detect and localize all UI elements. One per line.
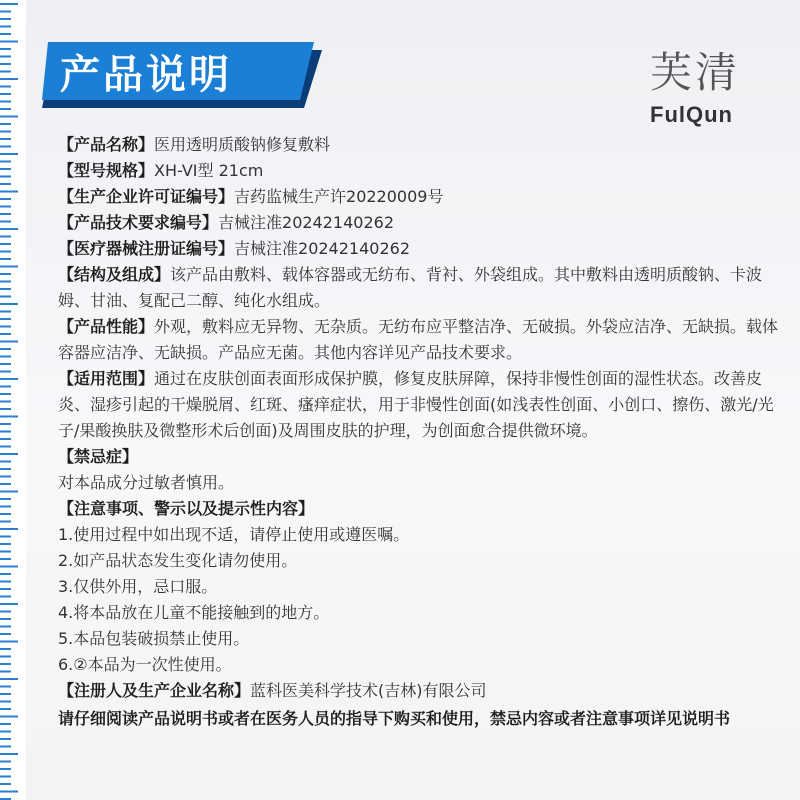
warning-item: 5.本品包装破损禁止使用。	[58, 629, 250, 648]
warnings-heading	[58, 496, 790, 522]
scope-row	[58, 366, 790, 444]
section-label: 【注册人及生产企业名称】	[58, 681, 251, 700]
section-label: 【医疗器械注册证编号】	[58, 239, 235, 258]
section-value: 吉械注准20242140262	[218, 213, 394, 232]
section-value: 医用透明质酸钠修复敷料	[154, 135, 331, 154]
structure-row	[58, 262, 790, 314]
ruler-ticks	[0, 0, 26, 800]
section-value: XH-VI型 21cm	[154, 161, 264, 180]
section-value: 吉械注准20242140262	[234, 239, 410, 258]
section-value: 蓝科医美科学技术(吉林)有限公司	[250, 681, 487, 700]
section-label: 【结构及组成】	[58, 265, 171, 284]
section-label: 【产品性能】	[58, 317, 155, 336]
logo-cn-text: 芙清	[650, 48, 741, 97]
ruler-decoration	[0, 0, 26, 800]
section-value: 通过在皮肤创面表面形成保护膜，修复皮肤屏障，保持非慢性创面的湿性状态。改善皮炎、湿疹引起的干燥脱屑、红斑、瘙痒症状，用于非慢性创面(如浅表性创面、小创口、擦伤、激光/光子/果酸换肤及微整形术后创面)及周围皮肤的护理，为创面愈合提供微环境。	[58, 369, 774, 440]
tech-req-row	[58, 210, 790, 236]
registration-row	[58, 236, 790, 262]
warning-item: 2.如产品状态发生变化请勿使用。	[58, 551, 298, 570]
logo-en-text: FulQun	[650, 102, 733, 127]
title-banner	[42, 40, 322, 110]
contraindication-text: 对本品成分过敏者慎用。	[58, 473, 235, 492]
section-label: 【产品名称】	[58, 135, 155, 154]
section-label: 【注意事项、警示以及提示性内容】	[58, 499, 315, 518]
section-label: 【产品技术要求编号】	[58, 213, 219, 232]
warning-item: 4.将本品放在儿童不能接触到的地方。	[58, 603, 330, 622]
page-title: 产品说明	[60, 52, 232, 98]
section-label: 【适用范围】	[58, 369, 155, 388]
section-value: 吉药监械生产许20220009号	[234, 187, 444, 206]
section-value: 该产品由敷料、载体容器或无纺布、背衬、外袋组成。其中敷料由透明质酸钠、卡波姆、甘油、复配己二醇、纯化水组成。	[58, 265, 763, 310]
warning-item: 6.②本品为一次性使用。	[58, 655, 232, 674]
brand-logo	[636, 40, 766, 130]
product-name-row	[58, 132, 790, 158]
model-row	[58, 158, 790, 184]
company-row	[58, 678, 790, 704]
contraindication-heading	[58, 444, 790, 470]
section-label: 【禁忌症】	[58, 447, 139, 466]
section-value: 外观，敷料应无异物、无杂质。无纺布应平整洁净、无破损。外袋应洁净、无缺损。载体容器应洁净、无缺损。产品应无菌。其他内容详见产品技术要求。	[58, 317, 779, 362]
license-row	[58, 184, 790, 210]
warning-item: 1.使用过程中如出现不适，请停止使用或遵医嘱。	[58, 525, 410, 544]
product-description	[58, 132, 790, 732]
warning-item: 3.仅供外用，忌口服。	[58, 577, 218, 596]
section-label: 【生产企业许可证编号】	[58, 187, 235, 206]
performance-row	[58, 314, 790, 366]
footer-notice: 请仔细阅读产品说明书或者在医务人员的指导下购买和使用，禁忌内容或者注意事项详见说明书	[58, 709, 731, 728]
section-label: 【型号规格】	[58, 161, 155, 180]
